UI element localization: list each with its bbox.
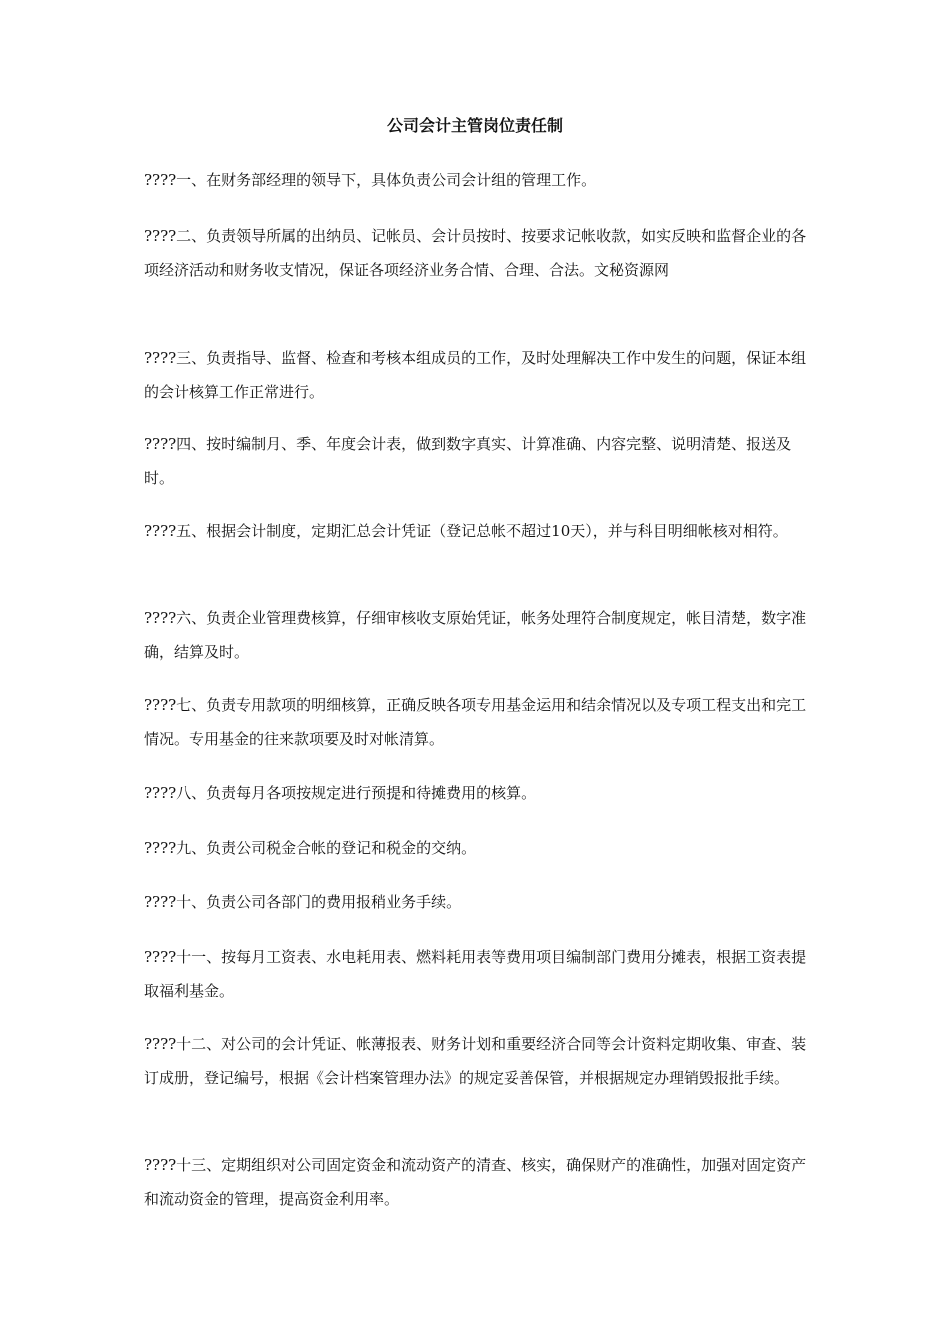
paragraph-6: ????六、负责企业管理费核算，仔细审核收支原始凭证，帐务处理符合制度规定，帐目清楚，数字准确，结算及时。 (144, 609, 807, 661)
paragraph-13: ????十三、定期组织对公司固定资金和流动资产的清查、核实，确保财产的准确性，加强对固定资产和流动资金的管理，提高资金利用率。 (144, 1156, 807, 1208)
document-title: 公司会计主管岗位责任制 (386, 116, 563, 135)
paragraph-7: ????七、负责专用款项的明细核算，正确反映各项专用基金运用和结余情况以及专项工程支出和完工情况。专用基金的往来款项要及时对帐清算。 (144, 696, 807, 748)
paragraph-5: ????五、根据会计制度，定期汇总会计凭证（登记总帐不超过10天），并与科目明细帐核对相符。 (144, 522, 788, 540)
paragraph-12: ????十二、对公司的会计凭证、帐薄报表、财务计划和重要经济合同等会计资料定期收集、审查、装订成册，登记编号，根据《会计档案管理办法》的规定妥善保管，并根据规定办理销毁报批手续。 (144, 1035, 807, 1087)
paragraph-1: ????一、在财务部经理的领导下，具体负责公司会计组的管理工作。 (144, 171, 597, 189)
paragraph-3: ????三、负责指导、监督、检查和考核本组成员的工作，及时处理解决工作中发生的问题，保证本组的会计核算工作正常进行。 (144, 349, 807, 401)
paragraph-10: ????十、负责公司各部门的费用报稍业务手续。 (144, 893, 462, 911)
paragraph-11: ????十一、按每月工资表、水电耗用表、燃料耗用表等费用项目编制部门费用分摊表，根据工资表提取福利基金。 (144, 948, 807, 1000)
paragraph-4: ????四、按时编制月、季、年度会计表，做到数字真实、计算准确、内容完整、说明清楚、报送及时。 (144, 435, 792, 487)
paragraph-2: ????二、负责领导所属的出纳员、记帐员、会计员按时、按要求记帐收款，如实反映和监督企业的各项经济活动和财务收支情况，保证各项经济业务合情、合理、合法。文秘资源网 (144, 227, 807, 279)
paragraph-9: ????九、负责公司税金合帐的登记和税金的交纳。 (144, 839, 477, 857)
paragraph-8: ????八、负责每月各项按规定进行预提和待摊费用的核算。 (144, 784, 537, 802)
